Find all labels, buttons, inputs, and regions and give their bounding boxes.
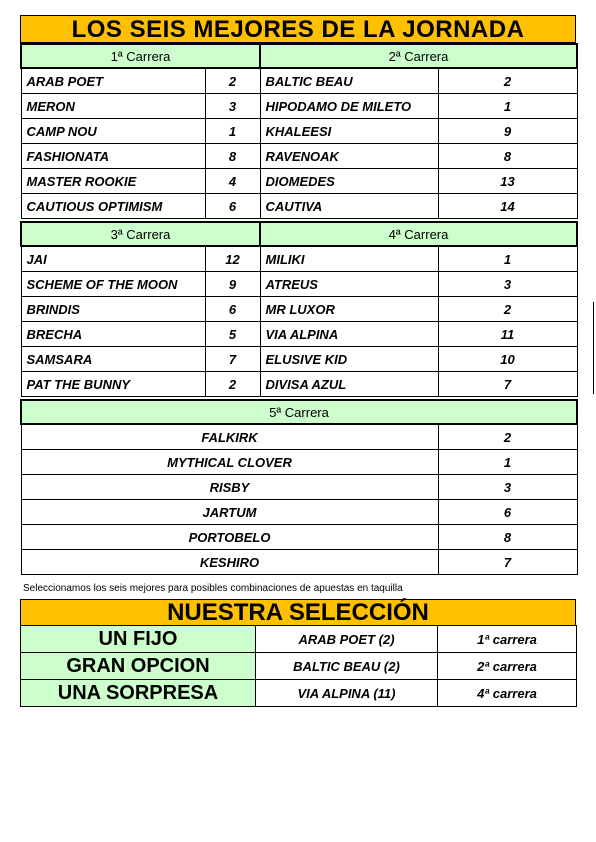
horse-number: 10	[438, 347, 577, 372]
horse-name: PAT THE BUNNY	[21, 372, 205, 397]
horse-name: ELUSIVE KID	[260, 347, 438, 372]
margin-line	[593, 302, 594, 394]
horse-row	[21, 169, 577, 194]
horse-number: 8	[438, 525, 577, 550]
horse-row	[21, 68, 577, 94]
horse-row	[21, 424, 577, 450]
race-header: 2ª Carrera	[260, 44, 577, 68]
horse-name: BRINDIS	[21, 297, 205, 322]
selection-table	[20, 625, 577, 707]
horse-number: 8	[438, 144, 577, 169]
horse-name: KESHIRO	[21, 550, 438, 575]
horse-name: BALTIC BEAU	[260, 68, 438, 94]
horse-name: JARTUM	[21, 500, 438, 525]
race-header-row	[21, 44, 577, 68]
horse-number: 6	[438, 500, 577, 525]
horse-number: 6	[205, 297, 260, 322]
horse-name: CAUTIVA	[260, 194, 438, 219]
horse-number: 9	[438, 119, 577, 144]
horse-row	[21, 372, 577, 397]
horse-number: 7	[438, 550, 577, 575]
horse-name: BRECHA	[21, 322, 205, 347]
horse-row	[21, 246, 577, 272]
horse-name: ARAB POET	[21, 68, 205, 94]
horse-number: 4	[205, 169, 260, 194]
horse-name: FALKIRK	[21, 424, 438, 450]
horse-row	[21, 475, 577, 500]
horse-number: 9	[205, 272, 260, 297]
selection-race: 4ª carrera	[438, 680, 577, 707]
horse-number: 7	[205, 347, 260, 372]
selection-label: GRAN OPCION	[21, 653, 256, 680]
horse-number: 3	[205, 94, 260, 119]
horse-row	[21, 322, 577, 347]
horse-name: RAVENOAK	[260, 144, 438, 169]
horse-number: 5	[205, 322, 260, 347]
horse-name: FASHIONATA	[21, 144, 205, 169]
horse-row	[21, 550, 577, 575]
races-table-1-2	[20, 43, 578, 219]
race-header: 3ª Carrera	[21, 222, 260, 246]
horse-row	[21, 119, 577, 144]
horse-name: MERON	[21, 94, 205, 119]
race-header: 1ª Carrera	[21, 44, 260, 68]
selection-pick: BALTIC BEAU (2)	[256, 653, 438, 680]
horse-name: SCHEME OF THE MOON	[21, 272, 205, 297]
selection-label: UN FIJO	[21, 626, 256, 653]
horse-number: 2	[438, 424, 577, 450]
race-header: 5ª Carrera	[21, 400, 577, 424]
selection-race: 2ª carrera	[438, 653, 577, 680]
horse-number: 2	[205, 372, 260, 397]
horse-name: MILIKI	[260, 246, 438, 272]
selection-row	[21, 653, 577, 680]
horse-number: 2	[438, 68, 577, 94]
race-header-row	[21, 400, 577, 424]
horse-number: 1	[438, 94, 577, 119]
selection-row	[21, 680, 577, 707]
selection-row	[21, 626, 577, 653]
horse-number: 2	[205, 68, 260, 94]
horse-number: 12	[205, 246, 260, 272]
horse-row	[21, 272, 577, 297]
horse-name: MR LUXOR	[260, 297, 438, 322]
horse-number: 1	[438, 450, 577, 475]
horse-row	[21, 450, 577, 475]
selection-label: UNA SORPRESA	[21, 680, 256, 707]
horse-row	[21, 194, 577, 219]
horse-number: 13	[438, 169, 577, 194]
horse-name: PORTOBELO	[21, 525, 438, 550]
page-title: LOS SEIS MEJORES DE LA JORNADA	[20, 15, 576, 43]
selection-pick: VIA ALPINA (11)	[256, 680, 438, 707]
horse-row	[21, 297, 577, 322]
horse-name: MYTHICAL CLOVER	[21, 450, 438, 475]
horse-number: 11	[438, 322, 577, 347]
horse-row	[21, 525, 577, 550]
horse-name: CAUTIOUS OPTIMISM	[21, 194, 205, 219]
horse-name: KHALEESI	[260, 119, 438, 144]
horse-name: DIOMEDES	[260, 169, 438, 194]
horse-number: 7	[438, 372, 577, 397]
horse-row	[21, 144, 577, 169]
horse-name: DIVISA AZUL	[260, 372, 438, 397]
horse-number: 3	[438, 272, 577, 297]
horse-number: 3	[438, 475, 577, 500]
race-header: 4ª Carrera	[260, 222, 577, 246]
horse-number: 14	[438, 194, 577, 219]
selection-title: NUESTRA SELECCIÓN	[20, 599, 576, 626]
horse-number: 8	[205, 144, 260, 169]
horse-number: 6	[205, 194, 260, 219]
horse-number: 2	[438, 297, 577, 322]
horse-name: CAMP NOU	[21, 119, 205, 144]
race-5-table	[20, 399, 578, 575]
horse-name: JAI	[21, 246, 205, 272]
selection-note: Seleccionamos los seis mejores para posibles combinaciones de apuestas en taquilla	[23, 583, 403, 594]
horse-row	[21, 347, 577, 372]
selection-race: 1ª carrera	[438, 626, 577, 653]
races-table-3-4	[20, 221, 578, 397]
race-header-row	[21, 222, 577, 246]
selection-pick: ARAB POET (2)	[256, 626, 438, 653]
horse-number: 1	[438, 246, 577, 272]
horse-row	[21, 500, 577, 525]
horse-name: VIA ALPINA	[260, 322, 438, 347]
horse-row	[21, 94, 577, 119]
horse-name: MASTER ROOKIE	[21, 169, 205, 194]
horse-number: 1	[205, 119, 260, 144]
horse-name: RISBY	[21, 475, 438, 500]
horse-name: HIPODAMO DE MILETO	[260, 94, 438, 119]
horse-name: SAMSARA	[21, 347, 205, 372]
horse-name: ATREUS	[260, 272, 438, 297]
